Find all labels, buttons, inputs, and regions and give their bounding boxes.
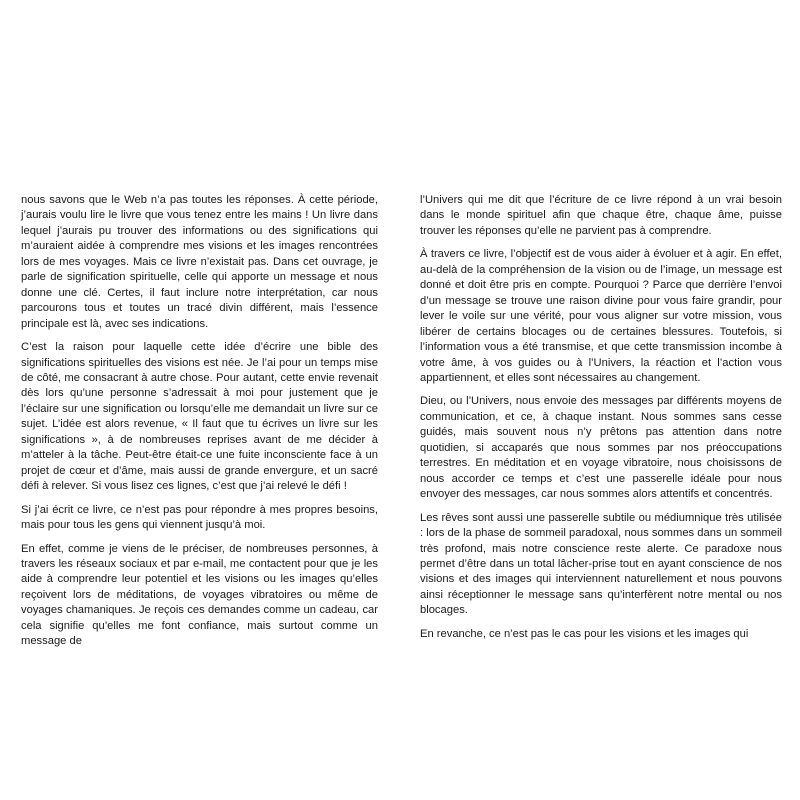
paragraph: l’Univers qui me dit que l’écriture de ce livre répond à un vrai besoin dans le monde spirituel afin que chaque être, chaque âme, puisse trouver les réponses qu’elle ne parvient pas à comprendre. (420, 194, 782, 237)
paragraph: Les rêves sont aussi une passerelle subtile ou médiumnique très utilisée : lors de la phase de sommeil paradoxal, nous sommes dans un sommeil très profond, mais notre conscience reste alerte. Ce paradoxe nous permet d’être dans un total lâcher-prise tout en ayant conscience de nos visions et des images qui interviennent naturellement et nous pouvons ainsi réceptionner le message sans qu’interfèrent notre mental ou nos blocages. (420, 511, 782, 617)
paragraph: En effet, comme je viens de le préciser, de nombreuses personnes, à travers les réseaux sociaux et par e-mail, me contactent pour que je les aide à comprendre leur potentiel et les visions ou les images qu’elles reçoivent lors de méditations, de voyages vibratoires ou même de voyages chamaniques. Je reçois ces demandes comme un cadeau, car cela signifie qu’elles me font confiance, mais surtout comme un message de (21, 542, 378, 648)
paragraph: nous savons que le Web n’a pas toutes les réponses. À cette période, j’aurais voulu lire le livre que vous tenez entre les mains ! Un livre dans lequel j’aurais pu trouver des informations ou des significations qui m’auraient aidée à comprendre mes visions et les images rencontrées lors de mes voyages. Mais ce livre n’existait pas. Dans cet ouvrage, je parle de signification spirituelle, celle qui apporte un message et nous donne une clé. Certes, il faut inclure notre interprétation, car nous parcourons tous et toutes un tracé divin différent, mais l’essence principale est là, avec ses indications. (21, 194, 378, 330)
left-page-column (21, 193, 378, 658)
paragraph: C’est la raison pour laquelle cette idée d’écrire une bible des significations spirituelles des visions est née. Je l’ai pour un temps mise de côté, me consacrant à autre chose. Pour autant, cette envie revenait dès lors qu’une personne s’adressait à moi pour justement que je l’éclaire sur une signification ou lorsqu’elle me demandait un livre sur ce sujet. L’idée est alors revenue, « Il faut que tu écrives un livre sur les significations », à de nombreuses reprises avant de me décider à m’atteler à la tâche. Peut-être était-ce une fuite inconsciente face à un projet de cœur et d’âme, mais aussi de grande envergure, et un sacré défi à relever. Si vous lisez ces lignes, c’est que j’ai relevé le défi ! (21, 341, 378, 493)
paragraph: À travers ce livre, l’objectif est de vous aider à évoluer et à agir. En effet, au-delà de la compréhension de la vision ou de l’image, un message est donné et doit être pris en compte. Pourquoi ? Parce que derrière l’envoi d’un message se trouve une raison divine pour vous faire grandir, pour lever le voile sur une vérité, pour vous aligner sur votre mission, vous libérer de certains blocages ou de certaines blessures. Toutefois, si l’information vous a été transmise, et que cette transmission incombe à votre âme, à vos guides ou à l’Univers, la réaction et l’action vous appartiennent, et elles sont nécessaires au changement. (420, 248, 782, 384)
right-page-column (420, 193, 782, 650)
paragraph: Si j’ai écrit ce livre, ce n’est pas pour répondre à mes propres besoins, mais pour tous les gens qui viennent jusqu’à moi. (21, 503, 378, 532)
paragraph: En revanche, ce n’est pas le cas pour les visions et les images qui (420, 627, 749, 640)
paragraph: Dieu, ou l’Univers, nous envoie des messages par différents moyens de communication, et ce, à chaque instant. Nous sommes sans cesse guidés, mais souvent nous n’y prêtons pas attention dans notre quotidien, si accaparés que nous sommes par nos préoccupations terrestres. En méditation et en voyage vibratoire, nous choisissons de nous accorder ce temps et c’est une passerelle idéale pour nous envoyer des messages, car nous sommes alors attentifs et concentrés. (420, 395, 782, 501)
